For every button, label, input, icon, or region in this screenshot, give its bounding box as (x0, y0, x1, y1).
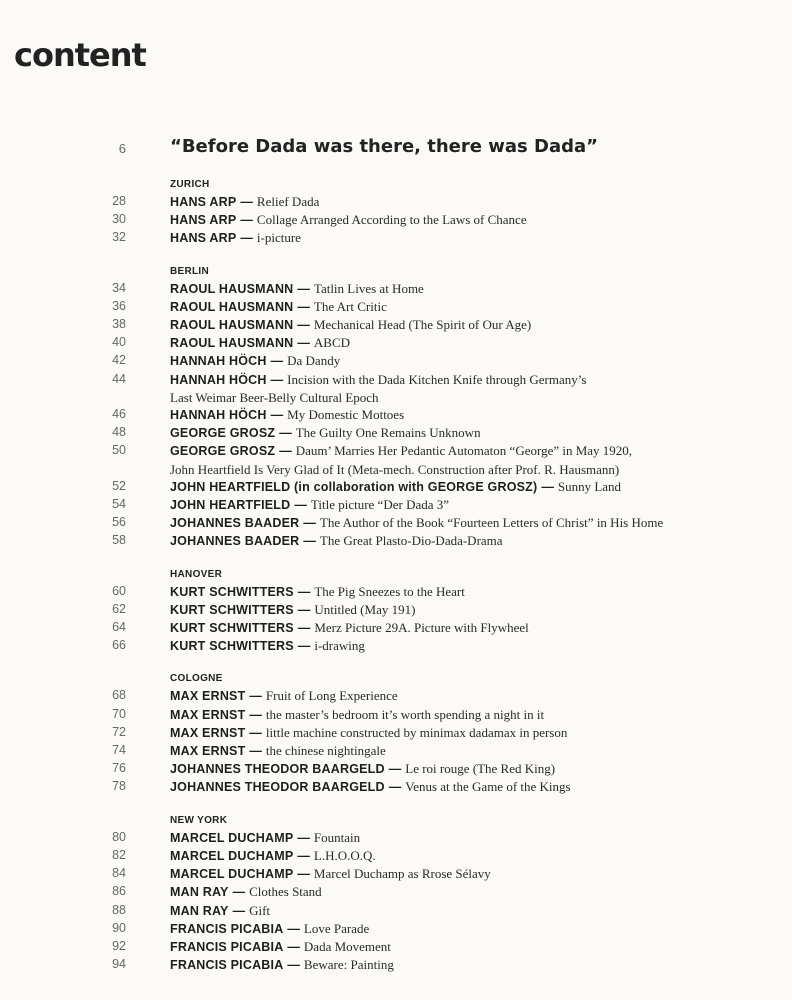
em-dash-separator: — (249, 744, 262, 759)
em-dash-separator: — (294, 498, 307, 513)
work-title: Clothes Stand (249, 884, 322, 900)
page-number: 54 (112, 497, 126, 512)
intro-page-number: 6 (118, 141, 126, 156)
page-number: 30 (112, 212, 126, 227)
work-title: My Domestic Mottoes (287, 407, 405, 423)
toc-entry[interactable] (0, 280, 792, 298)
work-title: Fountain (313, 829, 361, 845)
intro-heading: “Before Dada was there, there was Dada” (170, 136, 598, 157)
table-of-contents (0, 176, 792, 989)
toc-entry[interactable] (0, 938, 792, 956)
toc-entry[interactable] (0, 687, 792, 705)
toc-section-cologne (0, 670, 792, 796)
toc-entry[interactable] (0, 829, 792, 847)
work-title: Collage Arranged According to the Laws of Chance (256, 212, 527, 228)
toc-entry[interactable] (0, 956, 792, 974)
page-number: 64 (112, 620, 126, 635)
page-number: 34 (112, 280, 126, 295)
page-number: 40 (112, 335, 126, 350)
em-dash-separator: — (297, 867, 310, 882)
em-dash-separator: — (297, 281, 310, 296)
page-number: 60 (112, 583, 126, 598)
page-title: content (14, 36, 146, 74)
work-title: the master’s bedroom it’s worth spending a night in it (265, 706, 545, 722)
toc-entry[interactable] (0, 883, 792, 901)
work-title: The Great Plasto-Dio-Dada-Drama (319, 533, 503, 549)
page-number: 42 (112, 353, 126, 368)
em-dash-separator: — (270, 372, 284, 387)
work-title-continued: Last Weimar Beer-Belly Cultural Epoch (170, 389, 379, 405)
work-title: L.H.O.O.Q. (313, 847, 376, 863)
em-dash-separator: — (297, 318, 310, 333)
toc-entry[interactable] (0, 619, 792, 637)
work-title: Fruit of Long Experience (265, 688, 398, 704)
work-title: Da Dandy (287, 353, 341, 369)
toc-entry[interactable] (0, 193, 792, 211)
page-number: 68 (112, 688, 126, 703)
artist-name: MAX ERNST (170, 689, 246, 704)
artist-name: FRANCIS PICABIA (170, 939, 284, 954)
artist-name: MAN RAY (170, 903, 229, 918)
artist-name: HANS ARP (170, 231, 237, 246)
work-title: Incision with the Dada Kitchen Knife through Germany’s (287, 371, 587, 387)
toc-section-berlin (0, 263, 792, 551)
work-title: Sunny Land (557, 478, 622, 494)
toc-entry[interactable] (0, 352, 792, 370)
page-number: 56 (112, 515, 126, 530)
artist-name: GEORGE GROSZ (170, 426, 276, 441)
work-title: Gift (249, 902, 271, 918)
em-dash-separator: — (297, 602, 311, 617)
toc-entry[interactable] (0, 532, 792, 550)
em-dash-separator: — (388, 780, 402, 795)
toc-entry[interactable] (0, 760, 792, 778)
section-title: COLOGNE (170, 673, 223, 685)
page-number: 38 (112, 317, 126, 332)
artist-name: GEORGE GROSZ (170, 444, 276, 459)
artist-name: FRANCIS PICABIA (170, 921, 284, 936)
page-number: 70 (112, 706, 126, 721)
work-title: i-picture (256, 230, 301, 246)
toc-entry[interactable] (0, 298, 792, 316)
work-title: The Art Critic (313, 298, 387, 314)
em-dash-separator: — (249, 707, 262, 722)
em-dash-separator: — (240, 231, 253, 246)
artist-name: MAX ERNST (170, 725, 246, 740)
artist-name: HANNAH HÖCH (170, 408, 267, 423)
work-title: Beware: Painting (303, 957, 394, 973)
page-number: 90 (112, 920, 126, 935)
work-title: Le roi rouge (The Red King) (405, 761, 556, 777)
em-dash-separator: — (297, 848, 310, 863)
work-title: Tatlin Lives at Home (313, 280, 424, 296)
em-dash-separator: — (270, 408, 284, 423)
toc-entry[interactable] (0, 778, 792, 796)
artist-name: JOHANNES THEODOR BAARGELD (170, 780, 385, 795)
work-title: the chinese nightingale (265, 743, 386, 759)
em-dash-separator: — (303, 534, 316, 549)
em-dash-separator: — (249, 725, 262, 740)
toc-entry[interactable] (0, 424, 792, 442)
work-title: Venus at the Game of the Kings (405, 779, 571, 795)
em-dash-separator: — (388, 762, 402, 777)
artist-name: FRANCIS PICABIA (170, 958, 284, 973)
page-number: 72 (112, 724, 126, 739)
artist-name: KURT SCHWITTERS (170, 621, 294, 636)
toc-entry[interactable] (0, 334, 792, 352)
page-number: 92 (112, 938, 126, 953)
toc-entry[interactable] (0, 583, 792, 601)
artist-name: MAN RAY (170, 885, 229, 900)
artist-name: KURT SCHWITTERS (170, 639, 294, 654)
work-title: Untitled (May 191) (314, 601, 416, 617)
page-number: 84 (112, 866, 126, 881)
page-number: 76 (112, 761, 126, 776)
em-dash-separator: — (249, 689, 262, 704)
toc-section-hanover (0, 566, 792, 656)
artist-name: JOHANNES BAADER (170, 534, 300, 549)
work-title: The Author of the Book “Fourteen Letters of Christ” in His Home (319, 515, 664, 531)
page-number: 36 (112, 298, 126, 313)
artist-name: HANNAH HÖCH (170, 372, 267, 387)
toc-entry[interactable] (0, 442, 792, 477)
work-title-continued: John Heartfield Is Very Glad of It (Meta-mech. Construction after Prof. R. Hausmann) (170, 461, 620, 477)
artist-name: RAOUL HAUSMANN (170, 281, 294, 296)
em-dash-separator: — (240, 195, 253, 209)
artist-name: JOHANNES BAADER (170, 516, 300, 531)
em-dash-separator: — (287, 939, 300, 954)
intro-entry[interactable] (0, 136, 792, 160)
artist-name: HANNAH HÖCH (170, 354, 267, 369)
toc-entry[interactable] (0, 637, 792, 655)
page-number: 28 (112, 194, 126, 208)
toc-entry[interactable] (0, 316, 792, 334)
page-number: 86 (112, 884, 126, 899)
em-dash-separator: — (303, 516, 316, 531)
section-title: BERLIN (170, 265, 210, 277)
page-number: 78 (112, 779, 126, 794)
page-number: 82 (112, 847, 126, 862)
artist-name: RAOUL HAUSMANN (170, 336, 294, 351)
artist-name: MARCEL DUCHAMP (170, 830, 294, 845)
toc-section-zurich (0, 176, 792, 248)
toc-entry[interactable] (0, 514, 792, 532)
work-title: Marcel Duchamp as Rrose Sélavy (313, 866, 491, 882)
toc-entry[interactable] (0, 920, 792, 938)
em-dash-separator: — (297, 621, 311, 636)
section-title: ZURICH (170, 179, 210, 190)
work-title: Title picture “Der Dada 3” (310, 497, 450, 513)
toc-entry[interactable] (0, 902, 792, 920)
toc-entry[interactable] (0, 478, 792, 496)
artist-name: KURT SCHWITTERS (170, 584, 294, 599)
toc-entry[interactable] (0, 371, 792, 406)
em-dash-separator: — (240, 213, 253, 228)
toc-entry[interactable] (0, 742, 792, 760)
em-dash-separator: — (270, 354, 284, 369)
toc-entry[interactable] (0, 601, 792, 619)
page-number: 74 (112, 743, 126, 758)
work-title: little machine constructed by minimax dadamax in person (265, 724, 568, 740)
work-title: Love Parade (303, 920, 370, 936)
work-title: The Pig Sneezes to the Heart (314, 583, 465, 599)
toc-entry[interactable] (0, 496, 792, 514)
toc-entry[interactable] (0, 229, 792, 247)
page-number: 88 (112, 902, 126, 917)
artist-name: JOHN HEARTFIELD (170, 498, 291, 513)
page-number: 66 (112, 638, 126, 653)
em-dash-separator: — (279, 444, 292, 459)
work-title: The Guilty One Remains Unknown (295, 425, 481, 441)
work-title: Daum’ Marries Her Pedantic Automaton “George” in May 1920, (295, 443, 633, 459)
artist-name: JOHN HEARTFIELD (in collaboration with GEORGE GROSZ) (170, 479, 538, 494)
artist-name: RAOUL HAUSMANN (170, 299, 294, 314)
em-dash-separator: — (297, 584, 311, 599)
em-dash-separator: — (297, 299, 310, 314)
work-title: i-drawing (314, 638, 365, 654)
em-dash-separator: — (279, 426, 292, 441)
work-title: Dada Movement (303, 938, 391, 954)
page-number: 32 (112, 230, 126, 245)
page-number: 62 (112, 601, 126, 616)
artist-name: MAX ERNST (170, 707, 246, 722)
em-dash-separator: — (297, 639, 311, 654)
em-dash-separator: — (232, 885, 246, 900)
toc-entry[interactable] (0, 724, 792, 742)
em-dash-separator: — (287, 921, 300, 936)
em-dash-separator: — (297, 336, 310, 351)
page-number: 44 (112, 371, 126, 386)
toc-entry[interactable] (0, 406, 792, 424)
page-number: 80 (112, 829, 126, 844)
em-dash-separator: — (297, 830, 310, 845)
section-title: NEW YORK (170, 814, 228, 826)
em-dash-separator: — (287, 958, 300, 973)
em-dash-separator: — (232, 903, 246, 918)
section-title: HANOVER (170, 568, 223, 580)
artist-name: RAOUL HAUSMANN (170, 318, 294, 333)
page-number: 94 (112, 957, 126, 972)
artist-name: MAX ERNST (170, 744, 246, 759)
toc-entry[interactable] (0, 706, 792, 724)
toc-entry[interactable] (0, 865, 792, 883)
artist-name: MARCEL DUCHAMP (170, 848, 294, 863)
page-number: 48 (112, 425, 126, 440)
artist-name: KURT SCHWITTERS (170, 602, 294, 617)
toc-entry[interactable] (0, 847, 792, 865)
work-title: Merz Picture 29A. Picture with Flywheel (314, 620, 529, 636)
work-title: Relief Dada (256, 194, 320, 209)
toc-section-new-york (0, 812, 792, 975)
page-number: 52 (112, 478, 126, 493)
page-number: 50 (112, 443, 126, 458)
em-dash-separator: — (541, 479, 554, 494)
artist-name: HANS ARP (170, 195, 237, 209)
work-title: ABCD (313, 335, 351, 351)
work-title: Mechanical Head (The Spirit of Our Age) (313, 317, 532, 333)
artist-name: MARCEL DUCHAMP (170, 867, 294, 882)
toc-entry[interactable] (0, 211, 792, 229)
page-number: 58 (112, 533, 126, 548)
artist-name: JOHANNES THEODOR BAARGELD (170, 762, 385, 777)
page-number: 46 (112, 407, 126, 422)
artist-name: HANS ARP (170, 213, 237, 228)
